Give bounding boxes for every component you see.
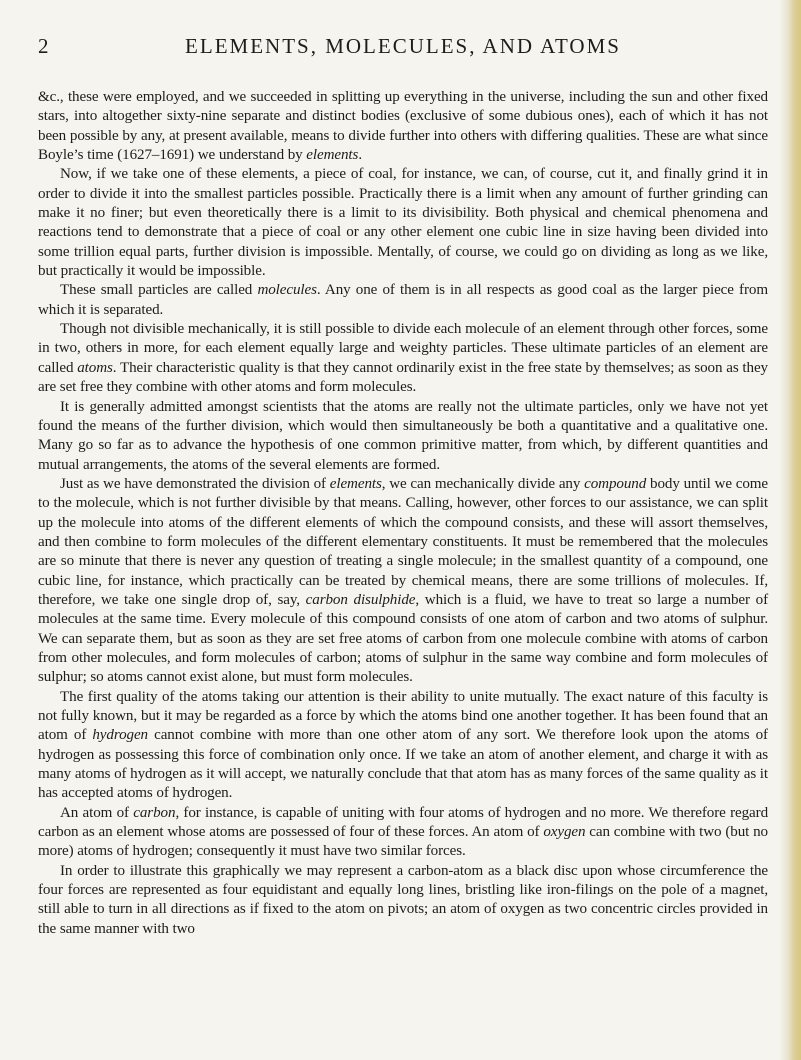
term-carbon: carbon: [133, 804, 176, 821]
paragraph-5: It is generally admitted amongst scientists that the atoms are really not the ultimate particles, only we have not yet found the means of the further division, which would then simultaneously be both a quantitative and a qualitative one. Many go so far as to advance the hypothesis of one common primitive matter, from which, by different quantities and mutual arrangements, the atoms of the several elements are formed.: [38, 398, 768, 473]
page-number: 2: [38, 34, 49, 58]
term-carbon-disulphide: carbon disulphide: [305, 591, 416, 608]
term-molecules: molecules: [257, 282, 317, 299]
paragraph-8: An atom of carbon, for instance, is capable of uniting with four atoms of hydrogen and no more. We therefore regard carbon as an element whose atoms are possessed of four of these forces. An atom of oxygen can combine with two (but no more) atoms of hydrogen; consequently it must have two similar forces.: [38, 804, 769, 860]
paragraph-2: Now, if we take one of these elements, a piece of coal, for instance, we can, of course, cut it, and finally grind it in order to divide it into the smallest particles possible. Practically there is a limit when any amount of further grinding can make it no finer; but even theoretically there is a limit to its divisibility. Both physical and chemical phenomena and reactions tend to demonstrate that a piece of coal or any other element one cubic line in size having been divided into some trillion equal parts, further division is impossible. Mentally, of course, we could go on dividing as long as we like, but practically it would be impossible.: [38, 166, 768, 280]
term-elements: elements: [306, 147, 359, 164]
paragraph-9: In order to illustrate this graphically we may represent a carbon-atom as a black disc upon whose circumference the four forces are represented as four equidistant and equally long lines, bristling like iron-filings on the pole of a magnet, still able to turn in all directions as if fixed to the atom on pivots; an atom of oxygen as two concentric circles provided in the same manner with two: [38, 862, 768, 937]
term-atoms: atoms: [77, 359, 113, 376]
paragraph-4: Though not divisible mechanically, it is still possible to divide each molecule of an element through other forces, some in two, others in more, for each element equally large and weighty particles. These ultimate particles of an element are called atoms. Their characteristic quality is that they cannot ordinarily exist in the free state by themselves; as soon as they are set free they combine with other atoms and form molecules.: [38, 321, 768, 396]
page-edge: [779, 0, 801, 1060]
paragraph-6: Just as we have demonstrated the division of elements, we can mechanically divide any compound body until we come to the molecule, which is not further divisible by that means. Calling, however, other forces to our assistance, we can split up the molecule into atoms of the different elements of which the compound consists, and these will assort themselves, and then combine to form molecules of the different elementary constituents. It must be remembered that the molecules are so minute that there is never any question of treating a single molecule; in the smallest quantity of a compound, one cubic line, for instance, which practically can be treated by chemical means, there are some trillions of molecules. If, therefore, we take one single drop of, say, carbon disulphide, which is a fluid, we have to treat so large a number of molecules at the same time. Every molecule of this compound consists of one atom of carbon and two atoms of sulphur. We can separate them, but as soon as they are set free atoms of carbon from one molecule combine with atoms of carbon from other molecules, and form molecules of carbon; atoms of sulphur in the same way combine and form molecules of sulphur; so atoms cannot exist alone, but must form molecules.: [38, 475, 769, 686]
term-hydrogen: hydrogen: [92, 727, 149, 744]
body-text: [38, 88, 768, 939]
term-oxygen: oxygen: [543, 824, 586, 841]
running-title: ELEMENTS, MOLECULES, AND ATOMS: [185, 34, 621, 58]
term-elements-2: elements: [329, 475, 382, 492]
paragraph-7: The first quality of the atoms taking our attention is their ability to unite mutually. The exact nature of this faculty is not fully known, but it may be regarded as a force by which the atoms bind one another together. It has been found that an atom of hydrogen cannot combine with more than one other atom of any sort. We therefore look upon the atoms of hydrogen as possessing this force of combination only once. If we take an atom of another element, and charge it with as many atoms of hydrogen as it will accept, we naturally conclude that that atom has as many forces of the same quality as it has accepted atoms of hydrogen.: [38, 688, 768, 802]
page-header: [38, 34, 768, 64]
term-compound: compound: [584, 475, 647, 492]
paragraph-3: These small particles are called molecules. Any one of them is in all respects as good coal as the larger piece from which it is separated.: [38, 282, 768, 318]
paragraph-1: &c., these were employed, and we succeeded in splitting up everything in the universe, including the sun and other fixed stars, into altogether sixty-nine separate and distinct bodies (exclusive of some dubious ones), each of which it has not been possible by any, at present available, means to divide further into others with differing qualities. These are what since Boyle’s time (1627–1691) we understand by elements.: [38, 89, 768, 164]
